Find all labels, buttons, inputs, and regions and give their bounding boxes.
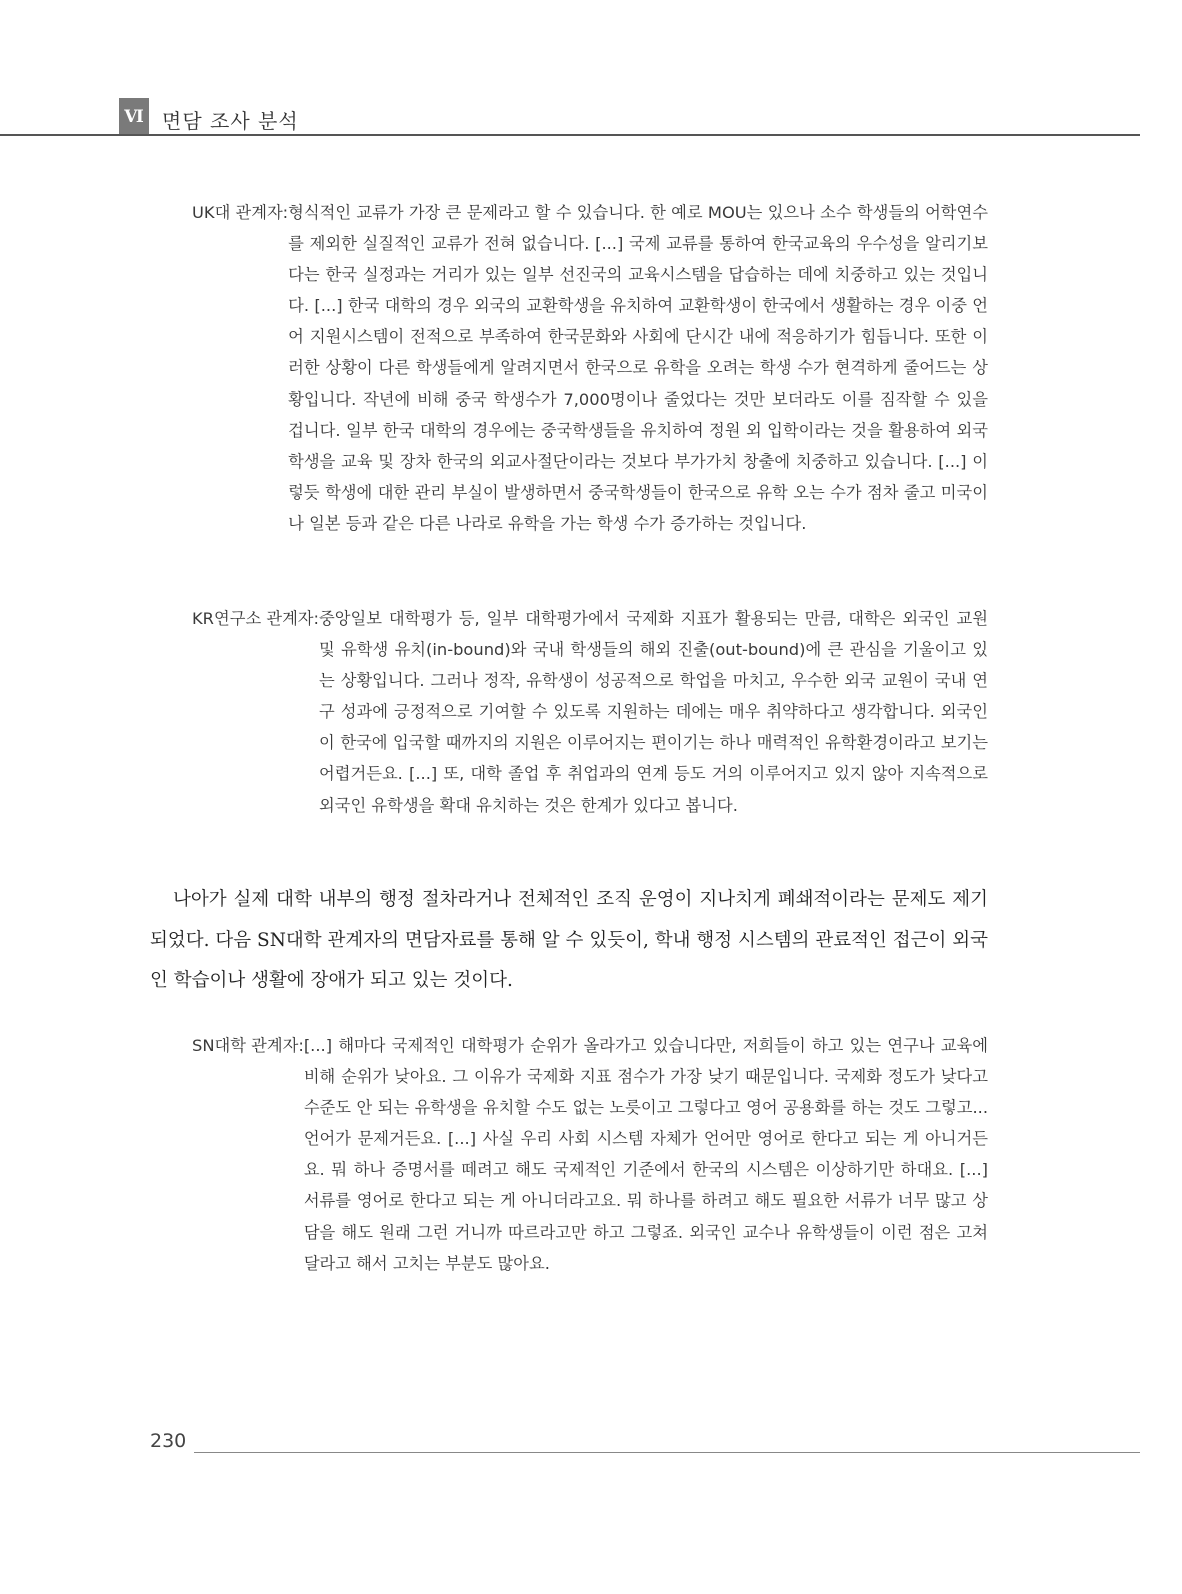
interview-text: [...] 해마다 국제적인 대학평가 순위가 올라가고 있습니다만, 저희들이 하고 있는 연구나 교육에 비해 순위가 낮아요. 그 이유가 국제화 지표 점수가 가장 낮기 때문입니다. 국제화 정도가 낮다고 수준도 안 되는 유학생을 유치할 수도 없는 노릇이고 그렇다고 영어 공용화를 하는 것도 그렇고... 언어가 문제거든요. [...] 사실 우리 사회 시스템 자체가 언어만 영어로 한다고 되는 게 아니거든요. 뭐 하나 증명서를 떼려고 해도 국제적인 기준에서 한국의 시스템은 이상하기만 하대요. [...] 서류를 영어로 한다고 되는 게 아니더라고요. 뭐 하나를 하려고 해도 필요한 서류가 너무 많고 상담을 해도 원래 그런 거니까 따르라고만 하고 그렇죠. 외국인 교수나 유학생들이 이런 점은 고쳐달라고 해서 고치는 부분도 많아요. [303, 1036, 988, 1273]
interview-speaker: KR연구소 관계자: [192, 609, 320, 628]
body-paragraph: 나아가 실제 대학 내부의 행정 절차라거나 전체적인 조직 운영이 지나치게 폐쇄적이라는 문제도 제기되었다. 다음 SN대학 관계자의 면담자료를 통해 알 수 있듯이, 학내 행정 시스템의 관료적인 접근이 외국인 학습이나 생활에 장애가 되고 있는 것이다. [150, 889, 988, 991]
interview-kr-institute [192, 603, 988, 821]
footer-rule [194, 1452, 1140, 1453]
interview-text: 중앙일보 대학평가 등, 일부 대학평가에서 국제화 지표가 활용되는 만큼, 대학은 외국인 교원 및 유학생 유치(in-bound)와 국내 학생들의 해외 진출(out-bound)에 큰 관심을 기울이고 있는 상황입니다. 그러나 정작, 유학생이 성공적으로 학업을 마치고, 우수한 외국 교원이 국내 연구 성과에 긍정적으로 기여할 수 있도록 지원하는 데에는 매우 취약하다고 생각합니다. 외국인이 한국에 입국할 때까지의 지원은 이루어지는 편이기는 하나 매력적인 유학환경이라고 보기는 어렵거든요. [...] 또, 대학 졸업 후 취업과의 연계 등도 거의 이루어지고 있지 않아 지속적으로 외국인 유학생을 확대 유치하는 것은 한계가 있다고 봅니다. [319, 609, 988, 815]
interview-speaker: UK대 관계자: [192, 203, 289, 222]
interview-speaker: SN대학 관계자: [192, 1036, 304, 1055]
page-number: 230 [150, 1430, 187, 1452]
interview-uk-university [192, 197, 988, 539]
interview-sn-university [192, 1030, 988, 1279]
chapter-title: 면담 조사 분석 [162, 109, 299, 133]
interview-text: 형식적인 교류가 가장 큰 문제라고 할 수 있습니다. 한 예로 MOU는 있으나 소수 학생들의 어학연수를 제외한 실질적인 교류가 전혀 없습니다. [...] 국제 교류를 통하여 한국교육의 우수성을 알리기보다는 한국 실정과는 거리가 있는 일부 선진국의 교육시스템을 답습하는 데에 치중하고 있는 것입니다. [...] 한국 대학의 경우 외국의 교환학생을 유치하여 교환학생이 한국에서 생활하는 경우 이중 언어 지원시스템이 전적으로 부족하여 한국문화와 사회에 단시간 내에 적응하기가 힘듭니다. 또한 이러한 상황이 다른 학생들에게 알려지면서 한국으로 유학을 오려는 학생 수가 현격하게 줄어드는 상황입니다. 작년에 비해 중국 학생수가 7,000명이나 줄었다는 것만 보더라도 이를 짐작할 수 있을 겁니다. 일부 한국 대학의 경우에는 중국학생들을 유치하여 정원 외 입학이라는 것을 활용하여 외국학생을 교육 및 장차 한국의 외교사절단이라는 것보다 부가가치 창출에 치중하고 있습니다. [...] 이렇듯 학생에 대한 관리 부실이 발생하면서 중국학생들이 한국으로 유학 오는 수가 점차 줄고 미국이나 일본 등과 같은 다른 나라로 유학을 가는 학생 수가 증가하는 것입니다. [288, 203, 988, 533]
header-rule [0, 134, 1140, 136]
chapter-badge: Ⅵ [119, 98, 149, 136]
